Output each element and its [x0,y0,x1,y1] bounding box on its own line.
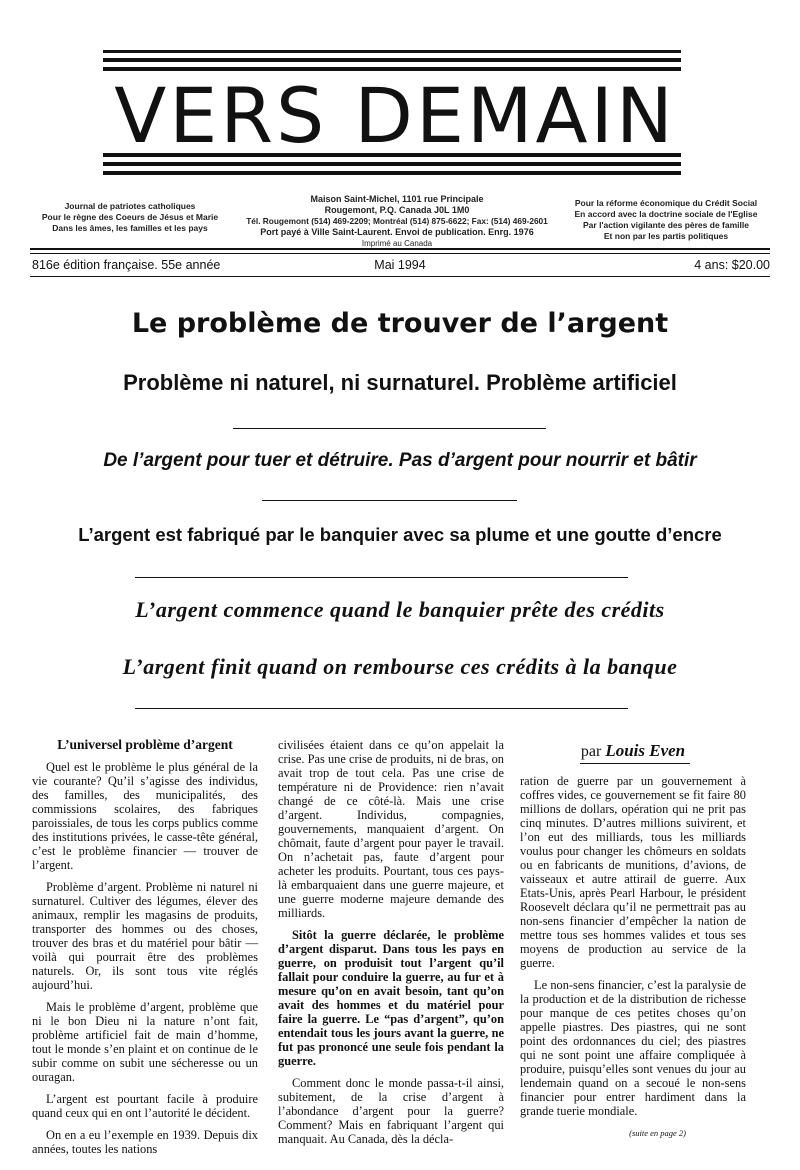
byline-rule [580,763,690,764]
paragraph: ration de guerre par un gouvernement à coffres vides, ce gouvernement se fit faire 80 millions de dollars, opération qui ne prit pas cinq minutes. D’autres millions suivirent, et l’on eut des milliards, tous les milliards voulus pour changer les chômeurs en soldats ou en fabricants de munitions, d’avions, de vaisseaux et autre attirail de guerre. Aux Etats-Unis, après Pearl Harbour, le président Roosevelt déclara qu’il ne permettrait pas au non-sens financier d’empêcher la nation de mettre tous ses hommes valides et tous ses moyens de production au service de la guerre. [520,774,746,970]
headline-line4: L’argent est fabriqué par le banquier avec sa plume et une goutte d’encre [78,524,722,545]
info-line: Rougemont, P.Q. Canada J0L 1M0 [324,205,470,215]
info-line: Tél. Rougemont (514) 469-2209; Montréal (514) 875-6622; Fax: (514) 469-2601 [246,216,548,226]
separator [135,708,628,709]
issue-date: Mai 1994 [374,258,426,272]
headline-line6: L’argent finit quand on rembourse ces crédits à la banque [122,654,678,679]
issue-rule-bottom [30,276,770,277]
byline [520,741,746,760]
paragraph: Mais le problème d’argent, problème que ni le bon Dieu ni la nature n’ont fait, problème artificiel fait de main d’homme, tout le monde s’en plaint et on continue de le subir comme on subit une sécheresse ou un ouragan. [32,1000,258,1084]
info-line: Dans les âmes, les familles et les pays [52,223,208,233]
author-name: Louis Even [605,741,686,760]
separator [135,577,628,578]
masthead-rule [103,162,681,166]
masthead-rule [103,171,681,175]
main-headline: Le problème de trouver de l’argent [131,308,669,339]
paragraph: L’argent est pourtant facile à produire quand ceux qui en ont l’autorité le décident. [32,1092,258,1120]
masthead-right-info [556,198,776,242]
masthead-left-info [30,201,230,234]
issue-rule-top [30,248,770,250]
paragraph: Le non-sens financier, c’est la paralysie de la production et de la distribution de richesse pour manque de ces petites choses qu’on appelle piastres. Des piastres, qui ne sont point des ordonnances du ciel; des piastres qui ne sont point une affaire compliquée à produire, puisqu’elles sont venues du jour au lendemain quand on a secoué le non-sens financier pour entrer hardiment dans la grande tuerie mondiale. [520,978,746,1118]
edition-info: 816e édition française. 55e année [32,258,221,272]
article-column-1 [32,738,258,1164]
info-line: Pour la réforme économique du Crédit Social [574,198,758,208]
masthead-title: VERS DEMAIN [114,71,676,160]
paragraph: Problème d’argent. Problème ni naturel ni surnaturel. Cultiver des légumes, élever des animaux, remplir les magasins de produits, transporter des hommes ou des choses, trouver des bras et du matériel pour bâtir — voilà qui pourrait être des problèmes naturels. Or, ils sont tous vite réglés aujourd’hui. [32,880,258,992]
info-line: Maison Saint-Michel, 1101 rue Principale [310,194,484,204]
info-line: Port payé à Ville Saint-Laurent. Envoi de publication. Enrg. 1976 [260,227,534,237]
headline-line5: L’argent commence quand le banquier prête des crédits [135,597,665,622]
masthead-rule [103,50,681,53]
paragraph-bold: Sitôt la guerre déclarée, le problème d’argent disparut. Dans tous les pays en guerre, on produisit tout l’argent qu’il fallait pour conduire la guerre, au fur et à mesure qu’on en avait besoin, tant qu’on avait des hommes et du matériel pour faire la guerre. Le “pas d’argent”, qu’on entendait tous les jours avant la guerre, ne fut pas prononcé une seule fois pendant la guerre. [278,928,504,1068]
paragraph: Quel est le problème le plus général de la vie courante? Qu’il s’agisse des individus, des familles, des municipalités, des commissions scolaires, des fabriques paroissiales, de tous les corps publics comme des institutions privées, le casse-tête général, c’est le problème financier — trouver de l’argent. [32,760,258,872]
info-line: En accord avec la doctrine sociale de l'Eglise [574,209,758,219]
issue-rule-top [30,253,770,254]
continued-note: (suite en page 2) [629,1128,686,1138]
article-column-2 [278,738,504,1154]
section-title: L’universel problème d’argent [57,737,233,752]
article-column-3 [520,741,746,1140]
sub-headline: Problème ni naturel, ni surnaturel. Problème artificiel [123,370,677,395]
info-line: Pour le règne des Coeurs de Jésus et Marie [41,212,219,222]
info-line: Et non par les partis politiques [603,231,729,241]
printed-in: Imprimé au Canada [361,239,433,248]
paragraph: civilisées étaient dans ce qu’on appelait la crise. Pas une crise de produits, ni de bras, on avait trop de tout cela. Pas une crise de température ni de Providence: rien n’avait changé de ce côté-là. Mais une crise d’argent. Individus, compagnies, gouvernements, manquaient d’argent. On chômait, faute d’argent pour payer le travail. On n’achetait pas, faute d’argent pour acheter les produits. Pourtant, tous ces pays-là embarquaient dans une guerre majeure, et une guerre moderne majeure demande des milliards. [278,738,504,920]
subscription-price: 4 ans: $20.00 [694,258,770,272]
info-line: Par l'action vigilante des pères de famille [583,220,749,230]
masthead-rule [103,58,681,62]
masthead-center-info [232,194,562,249]
separator [233,428,546,429]
paragraph: On en a eu l’exemple en 1939. Depuis dix années, toutes les nations [32,1128,258,1156]
separator [262,500,517,501]
byline-prefix: par [580,743,602,760]
info-line: Journal de patriotes catholiques [64,201,196,211]
headline-line3: De l’argent pour tuer et détruire. Pas d’argent pour nourrir et bâtir [103,450,697,471]
paragraph: Comment donc le monde passa-t-il ainsi, subitement, de la crise d’argent à l’abondance d’argent pour la guerre? Comment? Mais en fabriquant l’argent qui manquait. Au Canada, dès la décla- [278,1076,504,1146]
